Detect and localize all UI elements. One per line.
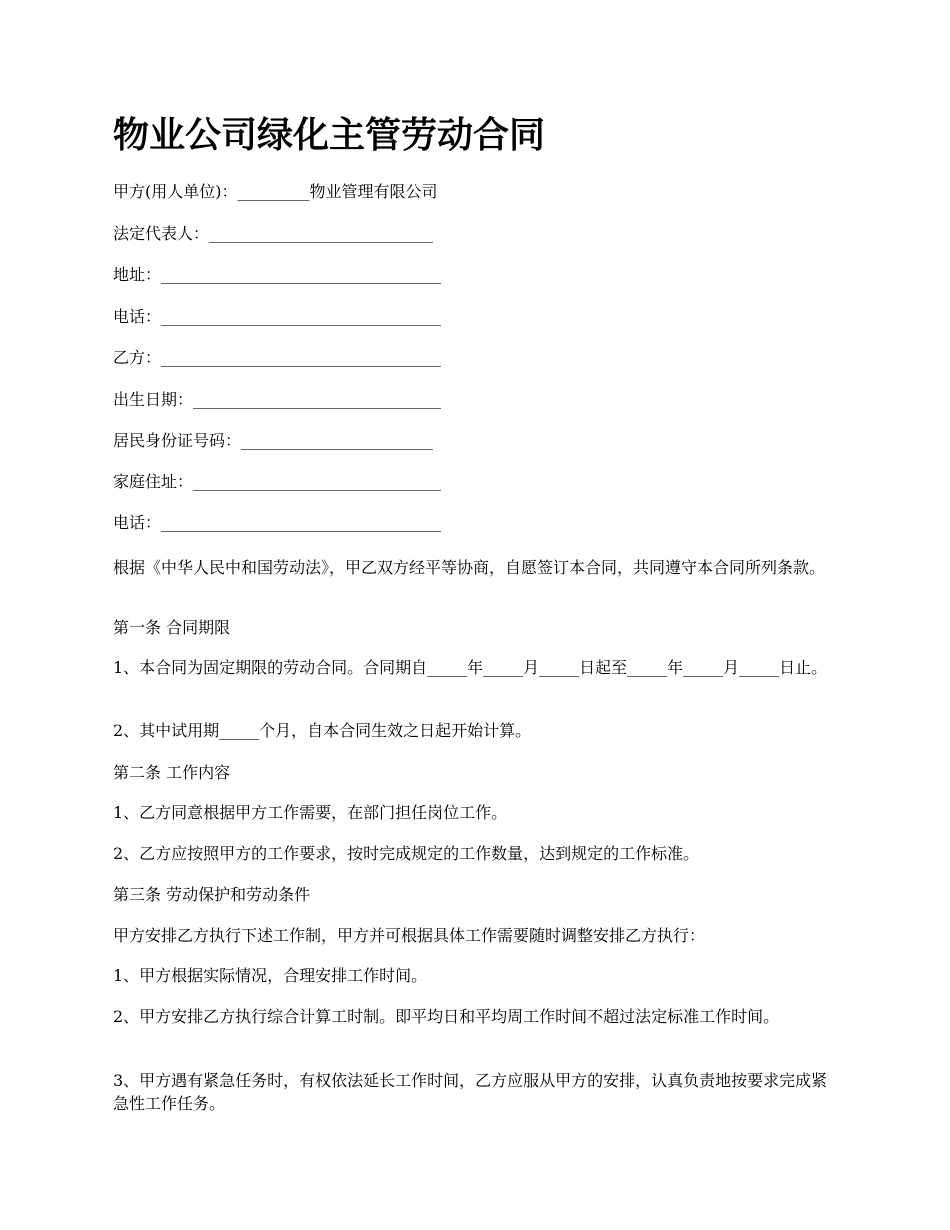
article-1-heading: 第一条 合同期限	[113, 618, 231, 637]
field-employee: 乙方：___________________________________	[113, 348, 442, 367]
article-2-heading: 第二条 工作内容	[113, 763, 231, 782]
article-3-heading: 第三条 劳动保护和劳动条件	[113, 885, 311, 904]
article-3-clause-1: 1、甲方根据实际情况，合理安排工作时间。	[113, 966, 428, 985]
field-id-number: 居民身份证号码：________________________	[113, 431, 434, 450]
article-3-intro: 甲方安排乙方执行下述工作制，甲方并可根据具体工作需要随时调整安排乙方执行：	[113, 926, 706, 945]
article-1-clause-1: 1、本合同为固定期限的劳动合同。合同期自_____年_____月_____日起至_____年_____月_____日止。	[113, 658, 828, 677]
field-legal-representative: 法定代表人：____________________________	[113, 224, 434, 243]
field-employer-phone: 电话：___________________________________	[113, 307, 442, 326]
article-2-clause-1: 1、乙方同意根据甲方工作需要，在部门担任岗位工作。	[113, 803, 508, 822]
article-3-clause-3: 3、甲方遇有紧急任务时，有权依法延长工作时间，乙方应服从甲方的安排，认真负责地按要求完成紧急性工作任务。	[113, 1071, 828, 1113]
field-home-address: 家庭住址：_______________________________	[113, 472, 442, 491]
field-birth-date: 出生日期：_______________________________	[113, 390, 442, 409]
field-employee-phone: 电话：___________________________________	[113, 513, 442, 532]
field-employer: 甲方(用人单位)：_________物业管理有限公司	[113, 182, 438, 201]
preamble-paragraph: 根据《中华人民中和国劳动法》，甲乙双方经平等协商，自愿签订本合同，共同遵守本合同所列条款。	[113, 558, 826, 577]
article-1-clause-2: 2、其中试用期_____个月，自本合同生效之日起开始计算。	[113, 721, 532, 740]
field-employer-address: 地址：___________________________________	[113, 265, 442, 284]
article-3-clause-2: 2、甲方安排乙方执行综合计算工时制。即平均日和平均周工作时间不超过法定标准工作时间。	[113, 1007, 780, 1026]
document-title: 物业公司绿化主管劳动合同	[113, 115, 546, 156]
article-2-clause-2: 2、乙方应按照甲方的工作要求，按时完成规定的工作数量，达到规定的工作标准。	[113, 844, 700, 863]
